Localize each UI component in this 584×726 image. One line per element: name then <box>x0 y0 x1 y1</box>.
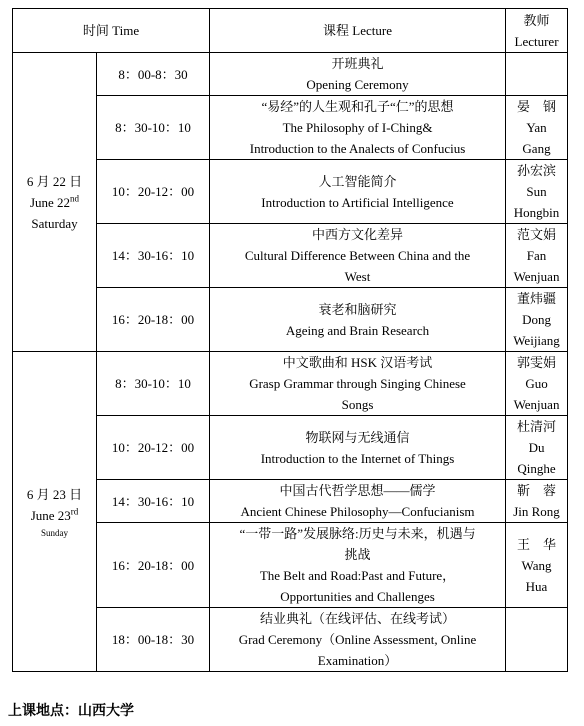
lecturer-line: Du <box>528 440 545 455</box>
table-row <box>13 288 568 352</box>
lecturer-line: 晏 钢 <box>517 99 557 114</box>
lecturer-line: Dong <box>522 312 551 327</box>
table-row <box>13 416 568 480</box>
lecturer-cell <box>506 352 568 416</box>
time-cell: 10：20-12：00 <box>97 416 210 480</box>
lecture-line: 中文歌曲和 HSK 汉语考试 <box>282 355 433 370</box>
lecture-line: The Philosophy of I-Ching& <box>282 120 433 135</box>
table-row <box>13 608 568 672</box>
lecturer-line: Jin Rong <box>513 504 560 519</box>
lecture-line: 挑战 <box>344 547 371 562</box>
lecturer-line: Yan <box>526 120 547 135</box>
time-cell: 10：20-12：00 <box>97 160 210 224</box>
time-cell: 8：30-10：10 <box>97 96 210 160</box>
header-lecture: 课程 Lecture <box>210 9 506 53</box>
lecturer-line: Wenjuan <box>513 269 560 284</box>
lecturer-line: 靳 蓉 <box>517 483 557 498</box>
lecture-line: 人工智能简介 <box>318 173 397 189</box>
schedule-table <box>12 8 568 672</box>
lecture-cell <box>210 160 506 224</box>
lecturer-line: Wang <box>521 557 552 573</box>
lecture-line: Introduction to the Analects of Confucius <box>249 141 466 156</box>
lecture-line: 中国古代哲学思想——儒学 <box>279 483 436 498</box>
date-sup: nd <box>70 193 80 204</box>
header-lecturer <box>506 9 568 53</box>
lecture-line: 结业典礼（在线评估、在线考试） <box>260 611 456 626</box>
lecturer-line: Hongbin <box>513 205 560 220</box>
lecture-cell <box>210 96 506 160</box>
lecture-line: “易经”的人生观和孔子“仁”的思想 <box>261 99 454 114</box>
lecturer-cell <box>506 523 568 608</box>
header-lecturer-cn: 教师 <box>523 12 550 28</box>
header-lecturer-en: Lecturer <box>514 33 559 49</box>
weekday: Saturday <box>31 215 78 231</box>
time-cell: 14：30-16：10 <box>97 480 210 523</box>
table-row <box>13 523 568 608</box>
lecture-line: Ancient Chinese Philosophy—Confucianism <box>240 504 475 519</box>
table-row <box>13 352 568 416</box>
lecture-line: Examination） <box>317 653 398 668</box>
lecturer-line: Gang <box>522 141 551 156</box>
lecturer-line: 郭雯娟 <box>517 355 557 370</box>
lecturer-line: 董炜疆 <box>517 291 557 306</box>
lecture-line: Songs <box>341 397 374 412</box>
lecture-line: West <box>344 269 371 284</box>
lecture-cell <box>210 416 506 480</box>
lecture-cell <box>210 523 506 608</box>
date-sup: rd <box>70 506 79 517</box>
table-row <box>13 53 568 96</box>
lecture-cell <box>210 224 506 288</box>
lecturer-line: Sun <box>526 184 547 199</box>
time-cell: 8：00-8：30 <box>97 53 210 96</box>
lecturer-cell <box>506 160 568 224</box>
lecturer-line: Fan <box>526 248 547 263</box>
lecturer-cell <box>506 53 568 96</box>
date-en: June 22nd <box>29 193 80 210</box>
lecture-cell <box>210 608 506 672</box>
lecture-cell <box>210 480 506 523</box>
time-cell: 8：30-10：10 <box>97 352 210 416</box>
date-cn: 6 月 23 日 <box>26 486 83 502</box>
lecture-line: Introduction to Artificial Intelligence <box>261 194 454 210</box>
lecture-cell <box>210 288 506 352</box>
lecturer-line: 王 华 <box>517 536 557 552</box>
header-row <box>13 9 568 53</box>
lecturer-line: 孙宏滨 <box>517 163 557 178</box>
lecture-line: The Belt and Road:Past and Future， <box>259 568 456 583</box>
lecturer-line: 范文娟 <box>517 227 557 242</box>
time-cell: 16：20-18：00 <box>97 288 210 352</box>
date-en: June 23rd <box>30 506 79 523</box>
lecturer-cell <box>506 288 568 352</box>
header-time: 时间 Time <box>13 9 210 53</box>
footer-location: 上课地点：山西大学 <box>8 703 134 719</box>
table-row <box>13 160 568 224</box>
lecturer-line: Wenjuan <box>513 397 560 412</box>
time-cell: 14：30-16：10 <box>97 224 210 288</box>
date-cell <box>13 53 97 352</box>
time-cell: 16：20-18：00 <box>97 523 210 608</box>
lecturer-line: Hua <box>525 578 548 594</box>
table-row <box>13 224 568 288</box>
lecture-cell <box>210 352 506 416</box>
time-cell: 18：00-18：30 <box>97 608 210 672</box>
lecture-line: Introduction to the Internet of Things <box>260 450 455 466</box>
lecturer-cell <box>506 416 568 480</box>
lecture-line: 物联网与无线通信 <box>305 429 410 445</box>
weekday: Sunday <box>41 527 68 538</box>
lecture-line: 衰老和脑研究 <box>318 301 397 317</box>
lecture-line: 中西方文化差异 <box>312 227 404 242</box>
lecture-line: 开班典礼 <box>331 56 384 71</box>
date-cn: 6 月 22 日 <box>26 173 83 189</box>
lecturer-line: Guo <box>525 376 548 391</box>
lecture-line: Cultural Difference Between China and the <box>244 248 471 263</box>
lecture-line: Ageing and Brain Research <box>285 322 430 338</box>
lecturer-line: Qinghe <box>517 461 556 476</box>
lecturer-cell <box>506 480 568 523</box>
lecture-line: Grasp Grammar through Singing Chinese <box>249 376 466 391</box>
lecturer-cell <box>506 608 568 672</box>
table-row <box>13 480 568 523</box>
lecture-line: “一带一路”发展脉络:历史与未来，机遇与 <box>239 526 476 541</box>
lecturer-line: Weijiang <box>513 333 560 348</box>
lecture-line: Opening Ceremony <box>306 77 409 92</box>
date-cell <box>13 352 97 672</box>
lecture-line: Opportunities and Challenges <box>280 589 435 604</box>
lecturer-cell <box>506 96 568 160</box>
lecture-cell <box>210 53 506 96</box>
table-row <box>13 96 568 160</box>
lecturer-cell <box>506 224 568 288</box>
lecturer-line: 杜清河 <box>517 419 557 434</box>
lecture-line: Grad Ceremony（Online Assessment, Online <box>238 632 477 647</box>
